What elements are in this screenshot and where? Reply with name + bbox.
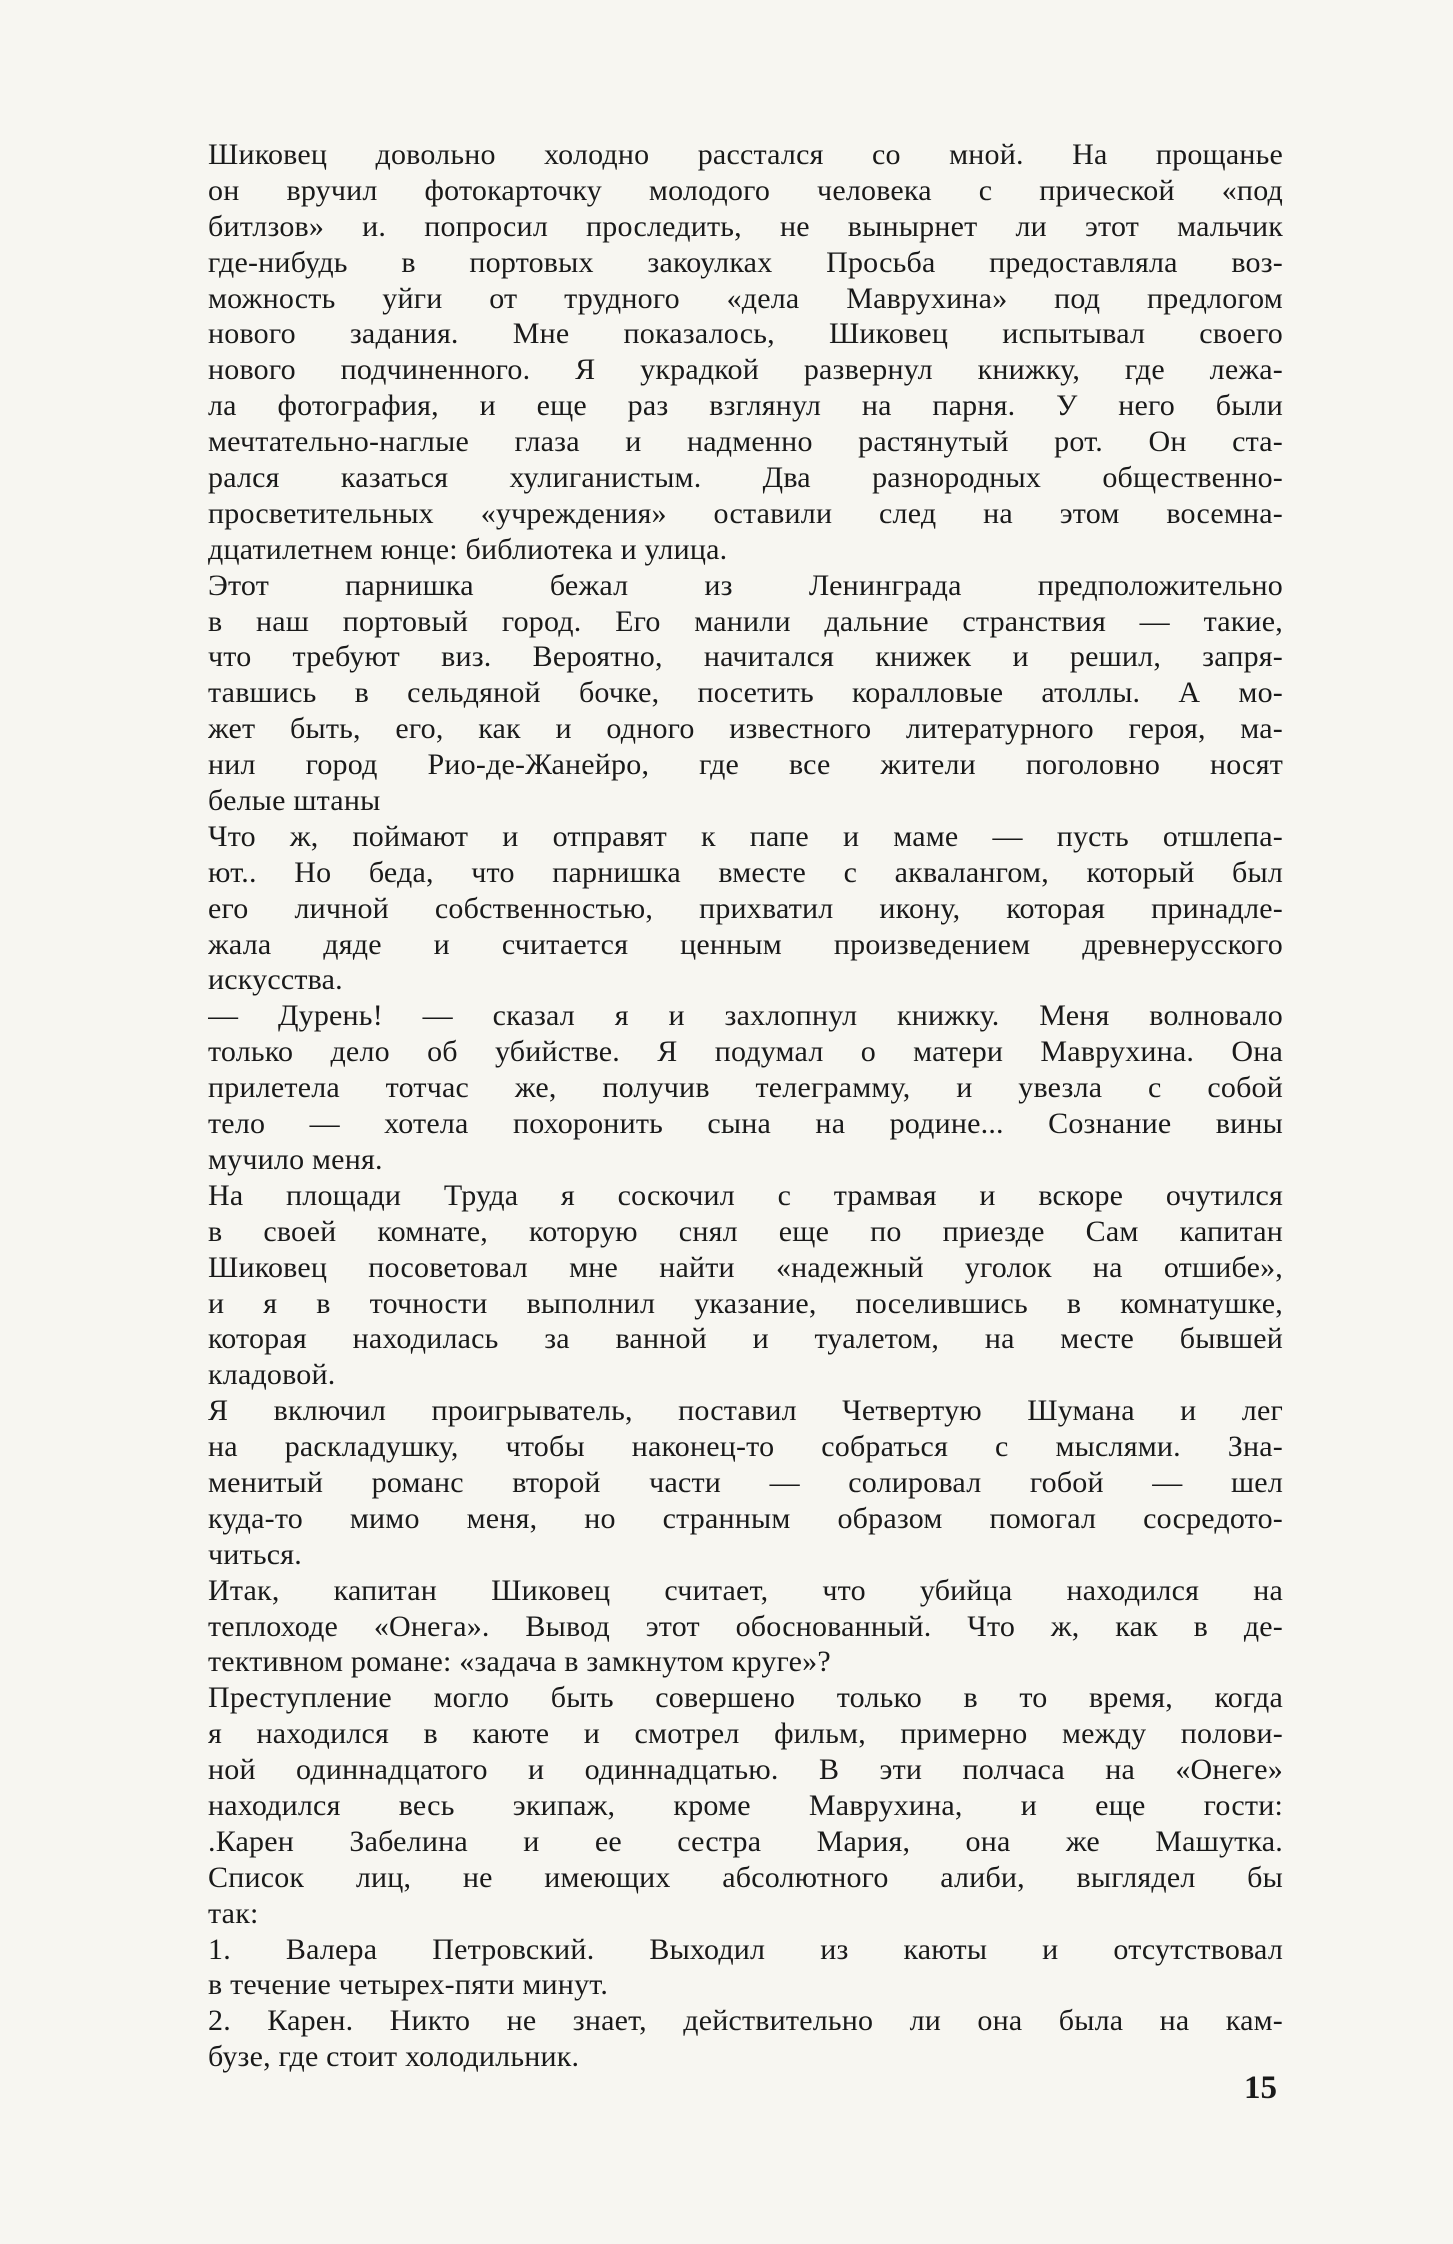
text-line: битлзов» и. попросил проследить, не вынырнет ли этот мальчик	[208, 209, 1283, 243]
text-line: прилетела тотчас же, получив телеграмму, и увезла с собой	[208, 1071, 1283, 1105]
text-line: просветительных «учреждения» оставили след на этом восемна-	[208, 496, 1283, 530]
text-line: тективном романе: «задача в замкнутом круге»?	[208, 1645, 831, 1679]
text-line: нового подчиненного. Я украдкой развернул книжку, где лежа-	[208, 353, 1283, 387]
text-line: рался казаться хулиганистым. Два разнородных общественно-	[208, 461, 1283, 495]
text-line: можность уйги от трудного «дела Маврухина» под предлогом	[208, 281, 1283, 315]
text-line: искусства.	[208, 963, 343, 997]
text-line: что требуют виз. Вероятно, начитался книжек и решил, запря-	[208, 640, 1283, 674]
text-line: и я в точности выполнил указание, поселившись в комнатушке,	[208, 1286, 1283, 1320]
text-line: бузе, где стоит холодильник.	[208, 2040, 580, 2074]
text-line: тавшись в сельдяной бочке, посетить коралловые атоллы. А мо-	[208, 676, 1283, 710]
text-line: ной одиннадцатого и одиннадцатью. В эти полчаса на «Онеге»	[208, 1753, 1283, 1787]
text-line: в своей комнате, которую снял еще по приезде Сам капитан	[208, 1214, 1283, 1248]
text-line: находился весь экипаж, кроме Маврухина, и еще гости:	[208, 1788, 1283, 1822]
text-line: тело — хотела похоронить сына на родине... Сознание вины	[208, 1107, 1283, 1141]
text-line: теплоходе «Онега». Вывод этот обоснованный. Что ж, как в де-	[208, 1609, 1283, 1643]
text-line: он вручил фотокарточку молодого человека с прической «под	[208, 173, 1283, 207]
text-line: которая находилась за ванной и туалетом, на месте бывшей	[208, 1322, 1283, 1356]
text-line: дцатилетнем юнце: библиотека и улица.	[208, 532, 728, 566]
text-line: Список лиц, не имеющих абсолютного алиби, выглядел бы	[208, 1860, 1283, 1894]
text-line: белые штаны	[208, 784, 381, 818]
body-text	[208, 137, 1283, 2075]
paragraph-first-line: Преступление могло быть совершено только в то время, когда	[208, 1681, 1283, 1715]
text-line: кладовой.	[208, 1358, 336, 1392]
text-line: куда-то мимо меня, но странным образом помогал сосредото-	[208, 1501, 1283, 1535]
text-line: читься.	[208, 1537, 302, 1571]
text-line: менитый романс второй части — солировал гобой — шел	[208, 1465, 1283, 1499]
text-line: ют.. Но беда, что парнишка вместе с аквалангом, который был	[208, 855, 1283, 889]
text-line: в течение четырех-пяти минут.	[208, 1968, 609, 2002]
text-line: жала дяде и считается ценным произведением древнерусского	[208, 927, 1283, 961]
paragraph-first-line: Я включил проигрыватель, поставил Четвертую Шумана и лег	[208, 1394, 1283, 1428]
paragraph-first-line: — Дурень! — сказал я и захлопнул книжку. Меня волновало	[208, 999, 1283, 1033]
paragraph-first-line: Шиковец довольно холодно расстался со мной. На прощанье	[208, 138, 1283, 171]
paragraph-first-line: 2. Карен. Никто не знает, действительно ли она была на кам-	[208, 2004, 1283, 2038]
text-line: мучило меня.	[208, 1142, 383, 1176]
text-line: на раскладушку, чтобы наконец-то собраться с мыслями. Зна-	[208, 1430, 1283, 1464]
text-line: я находился в каюте и смотрел фильм, примерно между полови-	[208, 1717, 1283, 1751]
text-line: так:	[208, 1896, 259, 1930]
page-number: 15	[1244, 2070, 1277, 2106]
text-line: только дело об убийстве. Я подумал о матери Маврухина. Она	[208, 1035, 1283, 1069]
text-line: мечтательно-наглые глаза и надменно растянутый рот. Он ста-	[208, 425, 1283, 459]
text-line: нил город Рио-де-Жанейро, где все жители поголовно носят	[208, 748, 1283, 782]
text-line: где-нибудь в портовых закоулках Просьба предоставляла воз-	[208, 245, 1283, 279]
paragraph-first-line: На площади Труда я соскочил с трамвая и вскоре очутился	[208, 1178, 1283, 1212]
text-line: ла фотография, и еще раз взглянул на парня. У него были	[208, 389, 1283, 423]
text-line: Шиковец посоветовал мне найти «надежный уголок на отшибе»,	[208, 1250, 1283, 1284]
paragraph-first-line: Итак, капитан Шиковец считает, что убийца находился на	[208, 1573, 1283, 1607]
paragraph-first-line: Этот парнишка бежал из Ленинграда предположительно	[208, 568, 1283, 602]
paragraph-first-line: Что ж, поймают и отправят к папе и маме — пусть отшлепа-	[208, 819, 1283, 853]
text-line: его личной собственностью, прихватил икону, которая принадле-	[208, 891, 1283, 925]
paragraph-first-line: 1. Валера Петровский. Выходил из каюты и отсутствовал	[208, 1932, 1283, 1966]
text-line: в наш портовый город. Его манили дальние странствия — такие,	[208, 604, 1283, 638]
text-line: нового задания. Мне показалось, Шиковец испытывал своего	[208, 317, 1283, 351]
text-line: .Карен Забелина и ее сестра Мария, она же Машутка.	[208, 1824, 1283, 1858]
text-line: жет быть, его, как и одного известного литературного героя, ма-	[208, 712, 1283, 746]
